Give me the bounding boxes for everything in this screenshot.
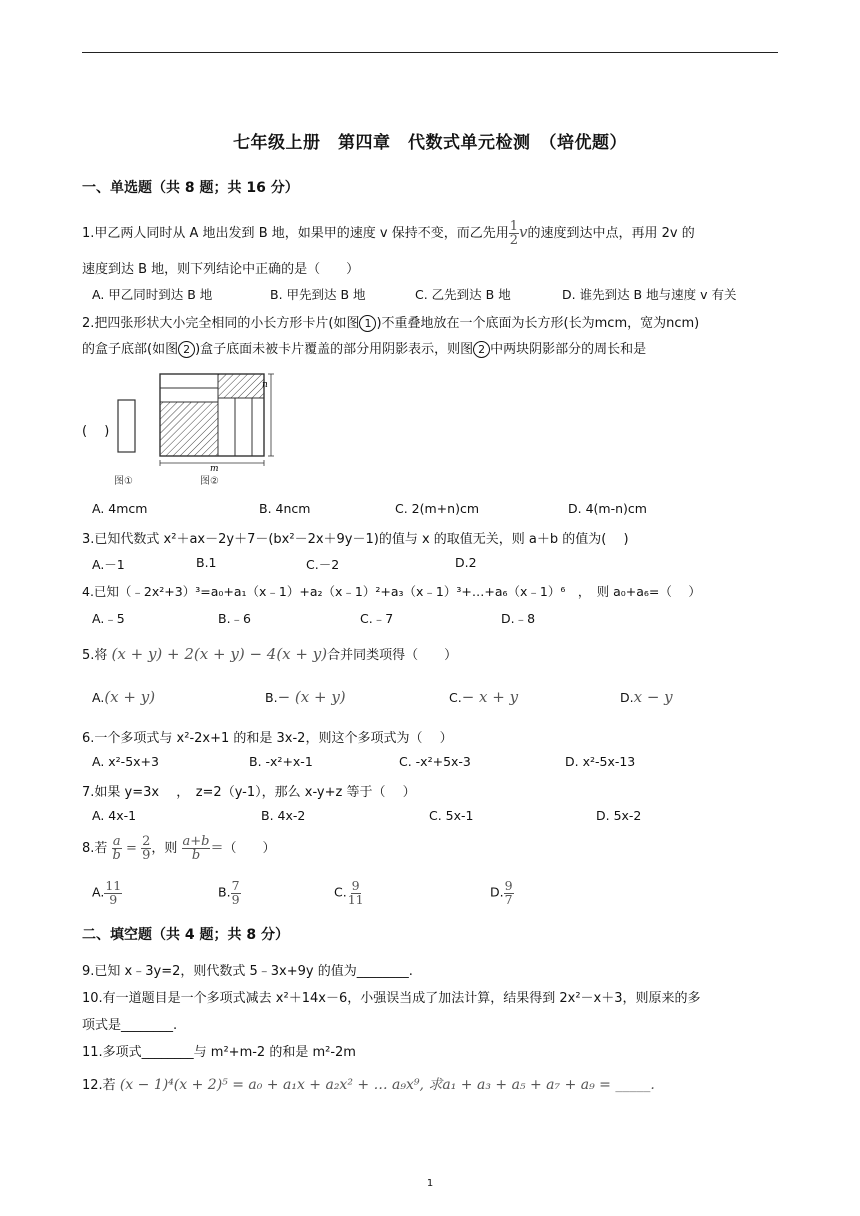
card-vertical-1 — [218, 398, 235, 456]
question-text: 5.将 — [82, 648, 108, 663]
q1-option-d[interactable]: D. 谁先到达 B 地与速度 v 有关 — [562, 287, 737, 302]
question-text: )盒子底面未被卡片覆盖的部分用阴影表示，则图 — [195, 342, 474, 357]
q2-option-b[interactable]: B. 4ncm — [259, 501, 311, 516]
q5-option-d[interactable]: D.x − y — [620, 688, 673, 706]
question-text: 的速度到达中点，再用 2v 的 — [527, 226, 695, 241]
q3-option-a[interactable]: A.－1 — [92, 557, 125, 572]
question-8: 8.若 $\frac{a}{b}$ = $\frac{2}{9}$ ，则 $\frac{a+b}{b}$ ＝（ ） — [82, 834, 276, 863]
question-7: 7.如果 y=3x ， z=2（y-1），那么 x-y+z 等于（ ） — [82, 785, 416, 800]
question-text: 的盒子底部(如图 — [82, 342, 179, 357]
question-10-line-1: 10.有一道题目是一个多项式减去 x²＋14x－6，小强误当成了加法计算，结果得到 2x²－x＋3，则原来的多 — [82, 991, 701, 1006]
question-11: 11.多项式________与 m²+m-2 的和是 m²-2m — [82, 1045, 356, 1060]
q6-option-d[interactable]: D. x²-5x-13 — [565, 754, 636, 769]
q3-option-d[interactable]: D.2 — [455, 555, 477, 570]
fraction-2-over-9: $\frac{2}{9}$ — [142, 834, 151, 863]
question-9: 9.已知 x﹣3y=2，则代数式 5﹣3x+9y 的值为________. — [82, 964, 413, 979]
q2-answer-blank: ( ) — [82, 424, 110, 439]
question-2-line-2 — [82, 338, 646, 358]
q4-option-c[interactable]: C.﹣7 — [360, 611, 394, 626]
circled-number: 2 — [473, 341, 490, 358]
fraction-one-half: $\frac{1}{2}$ — [509, 219, 518, 248]
q1-option-b[interactable]: B. 甲先到达 B 地 — [270, 287, 366, 302]
question-text: 2.把四张形状大小完全相同的小长方形卡片(如图 — [82, 316, 360, 331]
expression: (x − 1)⁴(x + 2)⁵ = a₀ + a₁x + a₂x² + … a₉x⁹, 求a₁ + a₃ + a₅ + a₇ + a₉ = _____. — [119, 1077, 655, 1093]
question-text: 1.甲乙两人同时从 A 地出发到 B 地，如果甲的速度 v 保持不变，而乙先用 — [82, 226, 509, 241]
question-2-line-1 — [82, 312, 699, 332]
circled-number: 2 — [178, 341, 195, 358]
q1-option-c[interactable]: C. 乙先到达 B 地 — [415, 287, 511, 302]
question-text: 中两块阴影部分的周长和是 — [490, 342, 647, 357]
expression: (x + y) + 2(x + y) − 4(x + y) — [111, 645, 328, 663]
card-horizontal-1 — [160, 374, 218, 388]
card-horizontal-2 — [160, 388, 218, 402]
variable-v: v — [518, 223, 528, 241]
q2-option-c[interactable]: C. 2(m+n)cm — [395, 501, 480, 516]
shaded-region-left — [160, 402, 218, 456]
q4-option-a[interactable]: A.﹣5 — [92, 611, 125, 626]
question-text: 合并同类项得（ ） — [327, 648, 458, 663]
fraction-a-over-b: $\frac{a}{b}$ — [112, 834, 121, 863]
q7-option-c[interactable]: C. 5x-1 — [429, 808, 474, 823]
question-5 — [82, 644, 457, 663]
question-12 — [82, 1074, 655, 1094]
question-6: 6.一个多项式与 x²-2x+1 的和是 3x-2，则这个多项式为（ ） — [82, 731, 453, 746]
question-text: ＝（ ） — [210, 841, 276, 856]
q6-option-c[interactable]: C. -x²+5x-3 — [399, 754, 471, 769]
question-1-line-1 — [82, 220, 695, 247]
q8-option-a[interactable]: A. $\frac{11}{9}$ — [92, 878, 122, 907]
q7-option-a[interactable]: A. 4x-1 — [92, 808, 137, 823]
question-text: 8.若 — [82, 841, 108, 856]
q1-option-a[interactable]: A. 甲乙同时到达 B 地 — [92, 287, 213, 302]
question-3: 3.已知代数式 x²＋ax－2y＋7－(bx²－2x＋9y－1)的值与 x 的取值无关，则 a＋b 的值为( ) — [82, 532, 629, 547]
q4-option-d[interactable]: D.﹣8 — [501, 611, 536, 626]
figure-2-label: 图② — [200, 476, 219, 487]
q2-figure — [112, 368, 282, 488]
q5-option-a[interactable]: A.(x + y) — [92, 688, 156, 706]
q5-option-c[interactable]: C.− x + y — [449, 688, 519, 706]
fraction-a-plus-b-over-b: $\frac{a+b}{b}$ — [182, 834, 210, 863]
q5-option-b[interactable]: B.− (x + y) — [265, 688, 346, 706]
shaded-region-right — [218, 374, 264, 398]
section-heading-fill-blank: 二、填空题（共 4 题；共 8 分） — [82, 927, 289, 943]
question-text: ，则 — [151, 841, 178, 856]
q6-option-b[interactable]: B. -x²+x-1 — [249, 754, 313, 769]
card-vertical-2 — [235, 398, 252, 456]
q2-option-a[interactable]: A. 4mcm — [92, 501, 148, 516]
question-4: 4.已知（﹣2x²+3）³=a₀+a₁（x﹣1）+a₂（x﹣1）²+a₃（x﹣1）³+…+a₆（x﹣1）⁶ ， 则 a₀+a₆=（ ） — [82, 584, 701, 599]
circled-number: 1 — [359, 315, 376, 332]
q6-option-a[interactable]: A. x²-5x+3 — [92, 754, 159, 769]
q8-option-b[interactable]: B. $\frac{7}{9}$ — [218, 878, 240, 907]
question-text: )不重叠地放在一个底面为长方形(长为mcm，宽为ncm) — [376, 316, 700, 331]
q3-option-c[interactable]: C.－2 — [306, 557, 340, 572]
question-text: 12.若 — [82, 1078, 116, 1093]
q8-option-d[interactable]: D. $\frac{9}{7}$ — [490, 878, 513, 907]
page-number: 1 — [426, 1178, 434, 1189]
q7-option-d[interactable]: D. 5x-2 — [596, 808, 642, 823]
single-card-rect — [118, 400, 135, 452]
q8-option-c[interactable]: C. $\frac{9}{11}$ — [334, 878, 364, 907]
label-m: m — [210, 464, 219, 474]
q3-option-b[interactable]: B.1 — [196, 555, 217, 570]
page-title: 七年级上册 第四章 代数式单元检测 （培优题） — [233, 133, 627, 153]
q2-option-d[interactable]: D. 4(m-n)cm — [568, 501, 647, 516]
question-1-line-2: 速度到达 B 地，则下列结论中正确的是（ ） — [82, 262, 360, 277]
question-10-line-2: 项式是________. — [82, 1018, 178, 1033]
figure-1-label: 图① — [114, 476, 133, 487]
section-heading-single-choice: 一、单选题（共 8 题；共 16 分） — [82, 180, 299, 196]
label-n: n — [262, 380, 268, 390]
q7-option-b[interactable]: B. 4x-2 — [261, 808, 306, 823]
q4-option-b[interactable]: B.﹣6 — [218, 611, 252, 626]
header-rule — [82, 52, 778, 53]
